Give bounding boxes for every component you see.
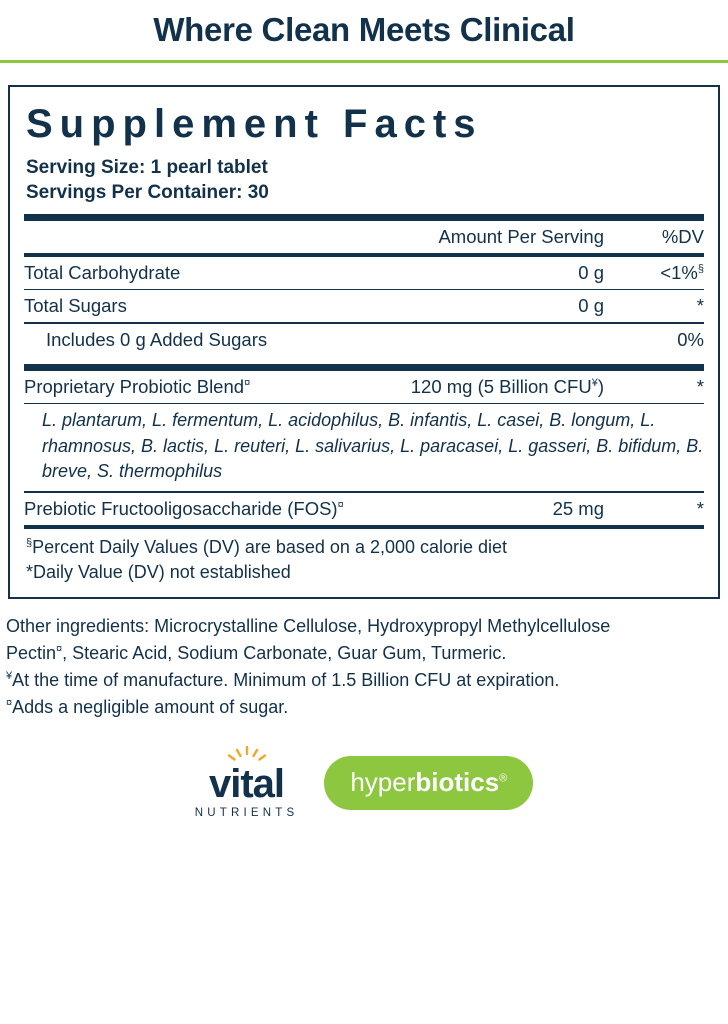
prebiotic-label: Prebiotic Fructooligosaccharide (FOS) — [24, 497, 338, 519]
footnote-marker-section: § — [26, 536, 33, 549]
footnote-marker-yen: ¥ — [6, 670, 13, 683]
header-accent-rule — [0, 60, 728, 63]
footnote-marker-currency: ¤ — [6, 697, 13, 710]
row-dv-prebiotic: * — [696, 497, 704, 519]
sunburst-icon — [195, 746, 299, 762]
probiotic-blend-cfu-marker: ¥ — [591, 376, 598, 389]
row-name-added-sugars: Includes 0 g Added Sugars — [46, 328, 268, 350]
row-name-total-sugars: Total Sugars — [24, 295, 127, 317]
other-ingredients-pectin-marker: ¤ — [56, 642, 63, 655]
supplement-facts-panel — [8, 85, 720, 599]
row-dv-probiotic-blend: * — [696, 375, 704, 397]
supplement-facts-title: Supplement Facts — [26, 101, 483, 146]
prebiotic-footnote-marker: ¤ — [337, 498, 344, 511]
footnote-marker-asterisk: * — [26, 561, 34, 582]
footnote-sugar-text: Adds a negligible amount of sugar. — [12, 697, 289, 718]
row-dv-total-sugars: * — [696, 295, 704, 317]
row-amount-added-sugars — [569, 324, 632, 356]
hyperbiotics-suffix: biotics — [415, 767, 500, 798]
footnote-dv-not-established-text: Daily Value (DV) not established — [33, 561, 291, 582]
row-dv-added-sugars: 0% — [677, 328, 704, 350]
probiotic-blend-amount-tail: ) — [597, 375, 604, 397]
probiotic-blend-row — [24, 371, 704, 403]
footnote-manufacture-text: At the time of manufacture. Minimum of 1.5 Billion CFU at expiration. — [12, 670, 560, 691]
row-name-total-carbohydrate: Total Carbohydrate — [24, 261, 181, 283]
table-row — [24, 493, 704, 525]
row-dv-total-carbohydrate — [632, 257, 704, 289]
divider-thick-top — [24, 214, 704, 221]
row-amount-prebiotic: 25 mg — [552, 497, 604, 519]
footnote-dv-basis — [26, 535, 704, 560]
servings-per-container: Servings Per Container: 30 — [26, 182, 269, 204]
row-name-prebiotic — [24, 493, 511, 525]
probiotic-blend-amount: 120 mg (5 Billion CFU — [410, 375, 592, 397]
nutrient-rows-2 — [24, 290, 704, 322]
hyperbiotics-logo — [324, 756, 533, 810]
row-dv-value: <1% — [660, 261, 698, 283]
header-amount-per-serving: Amount Per Serving — [438, 225, 604, 247]
nutrient-rows-3 — [24, 324, 704, 356]
probiotic-blend-footnote-marker: ¤ — [244, 376, 251, 389]
probiotic-blend-label: Proprietary Probiotic Blend — [24, 375, 245, 397]
row-amount-total-carbohydrate: 0 g — [578, 261, 604, 283]
table-row — [24, 257, 704, 289]
registered-trademark-icon: ® — [499, 772, 508, 785]
other-ingredients-pectin: Pectin — [6, 642, 57, 663]
panel-footnotes — [24, 529, 704, 587]
logo-row — [0, 746, 728, 820]
table-row — [24, 371, 704, 403]
nutrition-table — [24, 221, 704, 253]
row-amount-total-sugars: 0 g — [578, 295, 604, 317]
row-name-probiotic-blend — [24, 371, 331, 403]
other-ingredients — [6, 613, 722, 720]
serving-size: Serving Size: 1 pearl tablet — [26, 156, 268, 178]
vital-subtitle: NUTRIENTS — [194, 807, 299, 820]
header-daily-value: %DV — [661, 225, 704, 247]
prebiotic-row — [24, 493, 704, 525]
header — [0, 0, 728, 63]
other-ingredients-line-1: Other ingredients: Microcrystalline Cellulose, Hydroxypropyl Methylcellulose — [6, 615, 611, 636]
page-title: Where Clean Meets Clinical — [153, 11, 575, 48]
footnote-manufacture — [6, 667, 722, 693]
other-ingredients-line-2 — [6, 640, 722, 666]
nutrient-rows — [24, 257, 704, 289]
footnote-dv-basis-text: Percent Daily Values (DV) are based on a 2,000 calorie diet — [32, 536, 508, 557]
divider-thick-mid — [24, 364, 704, 371]
footnote-dv-not-established — [26, 560, 704, 585]
table-row — [24, 324, 704, 356]
row-dv-footnote-marker: § — [697, 262, 704, 275]
vital-nutrients-logo — [195, 746, 299, 820]
vital-wordmark: vital — [209, 762, 285, 807]
row-amount-probiotic-blend — [331, 371, 632, 403]
probiotic-strain-list: L. plantarum, L. fermentum, L. acidophilus, B. infantis, L. casei, B. longum, L. rhamnosus, B. lactis, L. reuteri, L. salivarius, L. paracasei, L. gasseri, B. bifidum, B. breve, S. thermophilus — [42, 410, 704, 482]
footnote-sugar — [6, 694, 722, 720]
table-header-row — [24, 221, 704, 253]
table-row — [24, 290, 704, 322]
other-ingredients-line-2-rest: , Stearic Acid, Sodium Carbonate, Guar Gum, Turmeric. — [62, 642, 507, 663]
hyperbiotics-prefix: hyper — [350, 767, 416, 798]
